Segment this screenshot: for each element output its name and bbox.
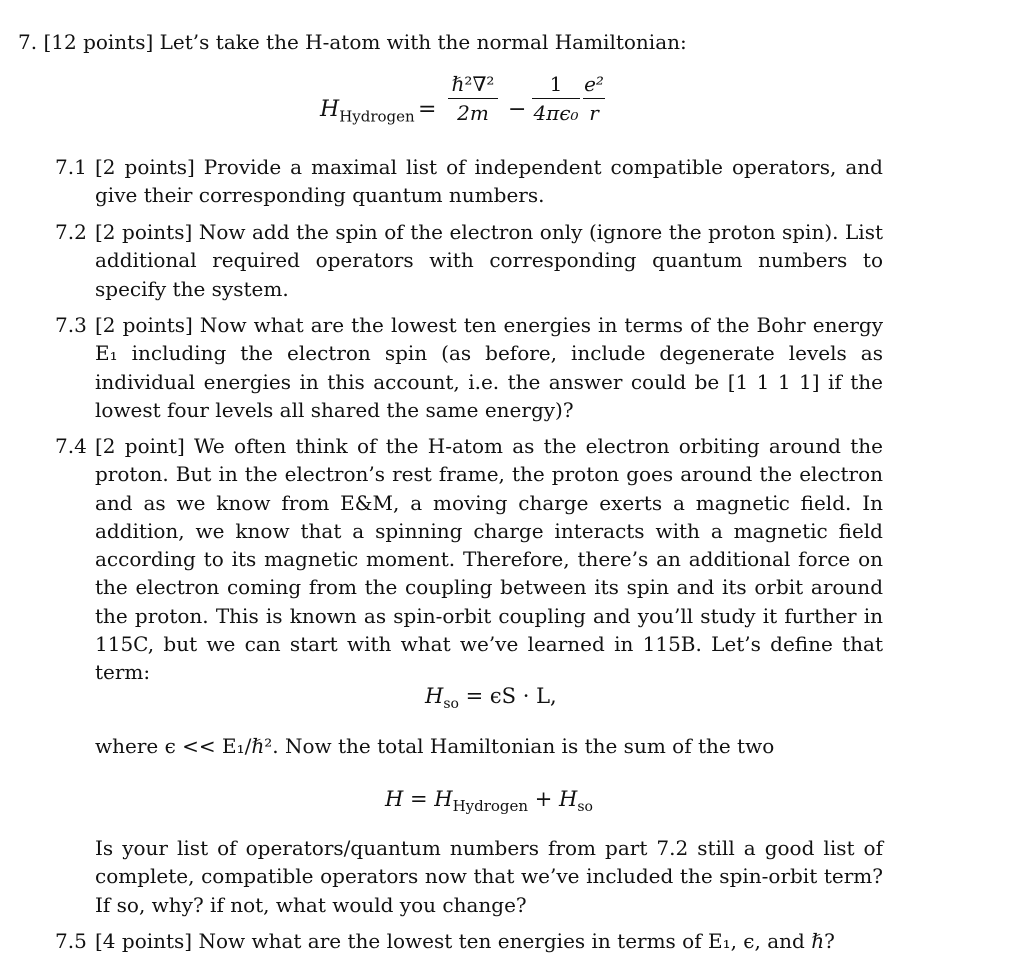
minus-sign: −: [508, 97, 527, 122]
item-text: [2 points] Now add the spin of the electron only (ignore the proton spin). List additional required operators with corresponding quantum numbers to specify the system.: [95, 220, 883, 301]
item-7-5: 7.5 [4 points] Now what are the lowest ten energies in terms of E₁, ϵ, and ℏ?: [55, 927, 883, 955]
item-text: [2 points] Provide a maximal list of independent compatible operators, and give their corresponding quantum numbers.: [95, 155, 883, 208]
item-7-4: 7.4 [2 point] We often think of the H-atom as the electron orbiting around the proton. But in the electron’s rest frame, the proton goes around the electron and as we know from E&M, a moving charge exerts a magnetic field. In addition, we know that a spinning charge interacts with a magnetic field according to its magnetic moment. Therefore, there’s an additional force on the electron coming from the coupling between its spin and its orbit around the proton. This is known as spin-orbit coupling and you’ll study it further in 115C, but we can start with what we’ve learned in 115B. Let’s define that term:: [55, 432, 883, 687]
item-text: [4 points] Now what are the lowest ten energies in terms of E₁, ϵ, and ℏ?: [95, 929, 835, 953]
hamiltonian-lhs: $H_{Hydrogen}$: [320, 97, 415, 126]
problem-intro: [12 points] Let’s take the H-atom with the normal Hamiltonian:: [43, 30, 687, 54]
item-7-1: 7.1 [2 points] Provide a maximal list of independent compatible operators, and give their corresponding quantum numbers.: [55, 153, 883, 210]
coulomb-term: e² r: [584, 72, 604, 125]
problem-heading: [18, 28, 687, 56]
where-text: where ϵ << E₁/ℏ². Now the total Hamiltonian is the sum of the two: [95, 734, 775, 758]
equals-sign: =: [418, 97, 437, 122]
item-text: [2 points] Now what are the lowest ten energies in terms of the Bohr energy E₁ including the electron spin (as before, include degenerate levels as individual energies in this account, i.e. the answer could be [1 1 1 1] if the lowest four levels all shared the same energy)?: [95, 313, 883, 422]
kinetic-term: ℏ²∇² 2m: [448, 72, 498, 125]
coulomb-constant: 1 4πϵ₀: [533, 72, 579, 125]
hamiltonian-equation: [320, 72, 620, 138]
item-text: [2 point] We often think of the H-atom as the electron orbiting around the proton. But in the electron’s rest frame, the proton goes around the electron and as we know from E&M, a moving charge exerts a magnetic field. In addition, we know that a spinning charge interacts with a magnetic field according to its magnetic moment. Therefore, there’s an additional force on the electron coming from the coupling between its spin and its orbit around the proton. This is known as spin-orbit coupling and you’ll study it further in 115C, but we can start with what we’ve learned in 115B. Let’s define that term:: [95, 434, 883, 685]
total-hamiltonian-equation: $H = H_{Hydrogen} + H_{so}$: [385, 787, 593, 816]
problem-number: 7.: [18, 30, 38, 54]
question-text: Is your list of operators/quantum numbers from part 7.2 still a good list of complete, compatible operators now that we’ve included the spin-orbit term? If so, why? if not, what would you change?: [95, 836, 883, 917]
item-7-2: 7.2 [2 points] Now add the spin of the electron only (ignore the proton spin). List additional required operators with corresponding quantum numbers to specify the system.: [55, 218, 883, 303]
spin-orbit-equation: $H_{so} = \epsilon S \cdot L$,: [425, 684, 557, 713]
item-7-3: 7.3 [2 points] Now what are the lowest ten energies in terms of the Bohr energy E₁ including the electron spin (as before, include degenerate levels as individual energies in this account, i.e. the answer could be [1 1 1 1] if the lowest four levels all shared the same energy)?: [55, 311, 883, 424]
